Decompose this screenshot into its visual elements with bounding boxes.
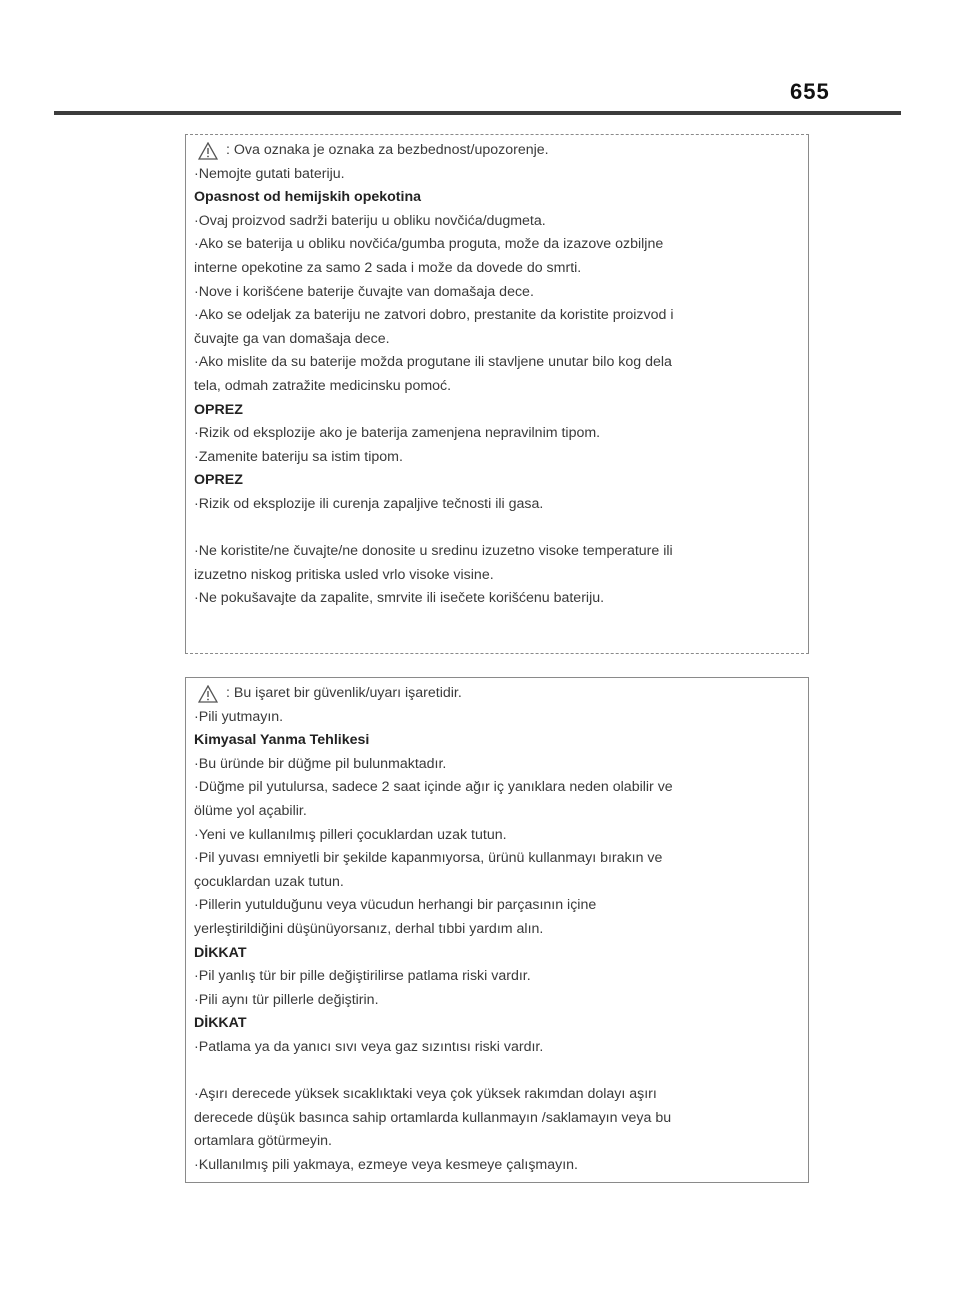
text-line: ölüme yol açabilir. — [194, 802, 307, 819]
text-line: tela, odmah zatražite medicinsku pomoć. — [194, 377, 452, 394]
symbol-description: : Bu işaret bir güvenlik/uyarı işaretidir. — [226, 685, 462, 701]
text-line: ·Düğme pil yutulursa, sadece 2 saat içinde ağır iç yanıklara neden olabilir ve — [194, 779, 673, 796]
section-heading: OPREZ — [194, 401, 243, 418]
text-line: yerleştirildiğini düşünüyorsanız, derhal tıbbi yardım alın. — [194, 920, 544, 937]
warning-triangle-icon — [198, 142, 218, 160]
warning-lines — [194, 163, 796, 611]
text-line: ·Ako se baterija u obliku novčića/gumba proguta, može da izazove ozbiljne — [194, 236, 664, 253]
text-line: ·Ne pokušavajte da zapalite, smrvite ili isečete korišćenu bateriju. — [194, 590, 605, 607]
symbol-line — [194, 682, 796, 706]
section-heading: Opasnost od hemijskih opekotina — [194, 189, 422, 206]
warning-box-turkish — [185, 677, 809, 1183]
warning-triangle-icon — [198, 685, 218, 703]
text-line: ·Pili aynı tür pillerle değiştirin. — [194, 991, 379, 1008]
text-line: ·Zamenite bateriju sa istim tipom. — [194, 448, 403, 465]
text-line: interne opekotine za samo 2 sada i može da dovede do smrti. — [194, 259, 582, 276]
text-line: derecede düşük basınca sahip ortamlarda kullanmayın /saklamayın veya bu — [194, 1109, 672, 1126]
section-heading: OPREZ — [194, 472, 243, 489]
text-line: ·Kullanılmış pili yakmaya, ezmeye veya kesmeye çalışmayın. — [194, 1156, 578, 1173]
section-heading: DİKKAT — [194, 1015, 247, 1032]
symbol-line — [194, 139, 796, 163]
section-heading: DİKKAT — [194, 944, 247, 961]
warning-box-serbian — [185, 134, 809, 654]
spacer — [194, 517, 796, 541]
text-line: ·Pili yutmayın. — [194, 708, 284, 725]
text-line: ·Nove i korišćene baterije čuvajte van domašaja dece. — [194, 283, 534, 300]
text-line: izuzetno niskog pritiska usled vrlo visoke visine. — [194, 566, 494, 583]
text-line: ·Pil yuvası emniyetli bir şekilde kapanmıyorsa, ürünü kullanmayı bırakın ve — [194, 850, 663, 867]
symbol-description: : Ova oznaka je oznaka za bezbednost/upozorenje. — [226, 142, 549, 158]
text-line: ortamlara götürmeyin. — [194, 1133, 332, 1150]
text-line: ·Aşırı derecede yüksek sıcaklıktaki veya çok yüksek rakımdan dolayı aşırı — [194, 1086, 657, 1103]
text-line: ·Ako mislite da su baterije možda progutane ili stavljene unutar bilo kog dela — [194, 354, 672, 371]
text-line: ·Nemojte gutati bateriju. — [194, 165, 345, 182]
text-line: ·Rizik od eksplozije ako je baterija zamenjena nepravilnim tipom. — [194, 425, 601, 442]
section-heading: Kimyasal Yanma Tehlikesi — [194, 732, 370, 749]
text-line: čuvajte ga van domašaja dece. — [194, 330, 390, 347]
text-line: ·Bu üründe bir düğme pil bulunmaktadır. — [194, 755, 447, 772]
text-line: ·Pillerin yutulduğunu veya vücudun herhangi bir parçasının içine — [194, 897, 597, 914]
text-line: ·Rizik od eksplozije ili curenja zapaljive tečnosti ili gasa. — [194, 495, 544, 512]
text-line: ·Ovaj proizvod sadrži bateriju u obliku novčića/dugmeta. — [194, 212, 546, 229]
header-rule — [54, 111, 901, 115]
warning-lines — [194, 706, 796, 1178]
text-line: ·Yeni ve kullanılmış pilleri çocuklardan uzak tutun. — [194, 826, 507, 843]
text-line: çocuklardan uzak tutun. — [194, 873, 344, 890]
text-line: ·Pil yanlış tür bir pille değiştirilirse patlama riski vardır. — [194, 968, 531, 985]
text-line: ·Ne koristite/ne čuvajte/ne donosite u sredinu izuzetno visoke temperature ili — [194, 543, 673, 560]
spacer — [194, 1060, 796, 1084]
page-number: 655 — [790, 79, 830, 104]
text-line: ·Ako se odeljak za bateriju ne zatvori dobro, prestanite da koristite proizvod i — [194, 307, 674, 324]
text-line: ·Patlama ya da yanıcı sıvı veya gaz sızıntısı riski vardır. — [194, 1038, 544, 1055]
